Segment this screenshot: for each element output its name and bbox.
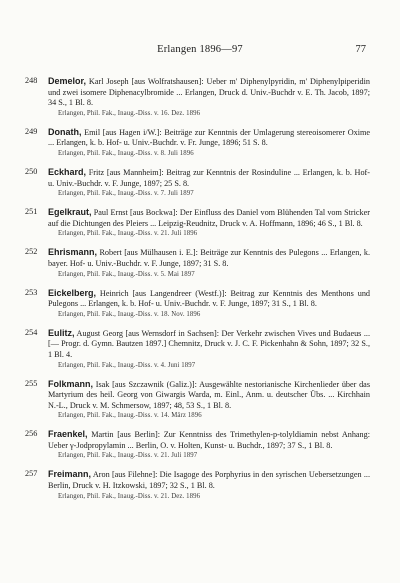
entry-text [48,127,370,158]
bibliography-entry [25,379,370,421]
entry-body: August Georg [aus Wernsdorf in Sachsen]: Der Verkehr zwischen Vives und Budaeus ... [— Progr. d. Gymn. Bautzen 1897.] Chemnitz, Druck v. J. C. F. Pickenhahn & Sohn, 1897; 32 S., 1 Bl. 4. [48,328,370,359]
entry-dissertation-note: Erlangen, Phil. Fak., Inaug.-Diss. v. 4. Juni 1897 [58,361,196,369]
entry-body: Fritz [aus Mannheim]: Beitrag zur Kenntnis der Rosinduline ... Erlangen, k. b. Hof- u. Univ.-Buchdr. v. F. Junge, 1897; 25 S. 8. [48,167,371,188]
entry-number: 257 [25,469,38,479]
entry-text [48,469,370,500]
entry-text [48,247,370,278]
entry-body: Robert [aus Mülhausen i. E.]: Beiträge zur Kenntnis des Pulegons ... Erlangen, k. bayer. Hof- u. Univ.-Buchdr. v. F. Junge, 1897; 31 S. 8. [48,248,371,268]
entry-author: Egelkraut, [48,207,92,218]
bibliography-entry [25,76,370,118]
entry-dissertation-note: Erlangen, Phil. Fak., Inaug.-Diss. v. 14. März 1896 [58,412,202,420]
entry-author: Demelor, [48,76,87,86]
entry-author: Eulitz, [48,327,75,338]
entry-author: Eickelberg, [48,287,97,298]
entry-text [48,429,370,460]
entry-body: Paul Ernst [aus Bockwa]: Der Einfluss des Daniel vom Blühenden Tal vom Stricker auf die Dichtungen des Pleiers ... Leipzig-Reudnitz, Druck v. A. Hoffmann, 1896; 46 S., 1 Bl. 8. [48,208,370,228]
entry-dissertation-note: Erlangen, Phil. Fak., Inaug.-Diss. v. 5. Mai 1897 [58,270,195,278]
entry-number: 248 [25,76,38,85]
entry-dissertation-note: Erlangen, Phil. Fak., Inaug.-Diss. v. 16. Dez. 1896 [58,109,201,117]
entry-author: Eckhard, [48,166,87,177]
bibliography-entry [25,328,370,370]
entry-dissertation-note: Erlangen, Phil. Fak., Inaug.-Diss. v. 21. Juli 1896 [58,230,198,238]
entry-dissertation-note: Erlangen, Phil. Fak., Inaug.-Diss. v. 7. Juli 1897 [58,190,194,198]
entry-number: 253 [25,287,38,297]
entry-text [48,379,370,421]
entry-body: Aron [aus Filehne]: Die Isagoge des Porphyrius in den syrischen Uebersetzungen ... Berlin, Druck v. H. Itzkowski, 1897; 32 S., 1 Bl. 8. [48,470,370,491]
entry-author: Freimann, [48,469,92,480]
entry-text [48,167,370,198]
entry-body: Karl Joseph [aus Wolfratshausen]: Ueber m' Diphenylpyridin, m' Diphenylpiperidin und zwei isomere Diphenacylbromide ... Erlangen, Druck d. Univ.-Buchdr v. E. Th. Jacob, 1897; 34 S., 1 Bl. 8. [48,77,370,108]
entry-author: Folkmann, [48,378,94,389]
entry-author: Ehrismann, [48,247,98,258]
entry-text [48,288,370,319]
entry-dissertation-note: Erlangen, Phil. Fak., Inaug.-Diss. v. 21. Juli 1897 [58,452,198,460]
entry-body: Isak [aus Szczawnik (Galiz.)]: Ausgewählte nestorianische Kirchenlieder über das Martyrium des heil. Georg von Giwargis Warda, m. Einl., Anm. u. deutscher Übs. ... Kirchhain N.-L., Druck v. M. Schmersow, 1897; 48, 53 S., 1 Bl. 8. [48,379,371,410]
entry-number: 254 [25,327,38,337]
entry-dissertation-note: Erlangen, Phil. Fak., Inaug.-Diss. v. 8. Juli 1896 [58,149,194,157]
bibliography-entry [25,207,370,238]
entry-number: 252 [25,247,38,257]
entry-text [48,207,370,238]
running-title: Erlangen 1896—97 [157,44,243,55]
bibliography-entry [25,288,370,319]
entry-number: 256 [25,429,38,439]
page-header [0,44,400,58]
entry-number: 249 [25,126,38,136]
entry-dissertation-note: Erlangen, Phil. Fak., Inaug.-Diss. v. 21. Dez. 1896 [58,492,201,500]
entry-text [48,76,370,118]
entry-list [25,76,370,510]
bibliography-entry [25,247,370,278]
entry-body: Martin [aus Berlin]: Zur Kenntniss des Trimethylen-p-tolyldiamin nebst Anhang: Ueber γ-Jodpropylamin ... Berlin, O. v. Holten, Kunst- u. Buchdr., 1897; 37 S., 1 Bl. 8. [48,430,371,450]
bibliography-entry [25,429,370,460]
entry-body: Emil [aus Hagen i/W.]: Beiträge zur Kenntnis der Umlagerung stereoisomerer Oxime ... Erlangen, k. b. Hof- u. Univ.-Buchdr. v. Fr. Junge, 1896; 51 S. 8. [48,127,370,148]
entry-body: Heinrich [aus Langendreer (Westf.)]: Beitrag zur Kenntnis des Menthons und Pulegons ... Erlangen, k. b. Hof- u. Univ.-Buchdr. v. F. Junge, 1897; 31 S., 1 Bl. 8. [48,288,371,309]
page-number: 77 [355,44,366,55]
bibliography-entry [25,127,370,158]
entry-number: 251 [25,207,38,217]
bibliography-entry [25,469,370,500]
entry-dissertation-note: Erlangen, Phil. Fak., Inaug.-Diss. v. 18. Nov. 1896 [58,310,201,318]
bibliography-entry [25,167,370,198]
entry-number: 250 [25,166,38,176]
entry-author: Donath, [48,126,82,137]
entry-number: 255 [25,378,38,388]
entry-text [48,328,370,370]
entry-author: Fraenkel, [48,429,88,440]
